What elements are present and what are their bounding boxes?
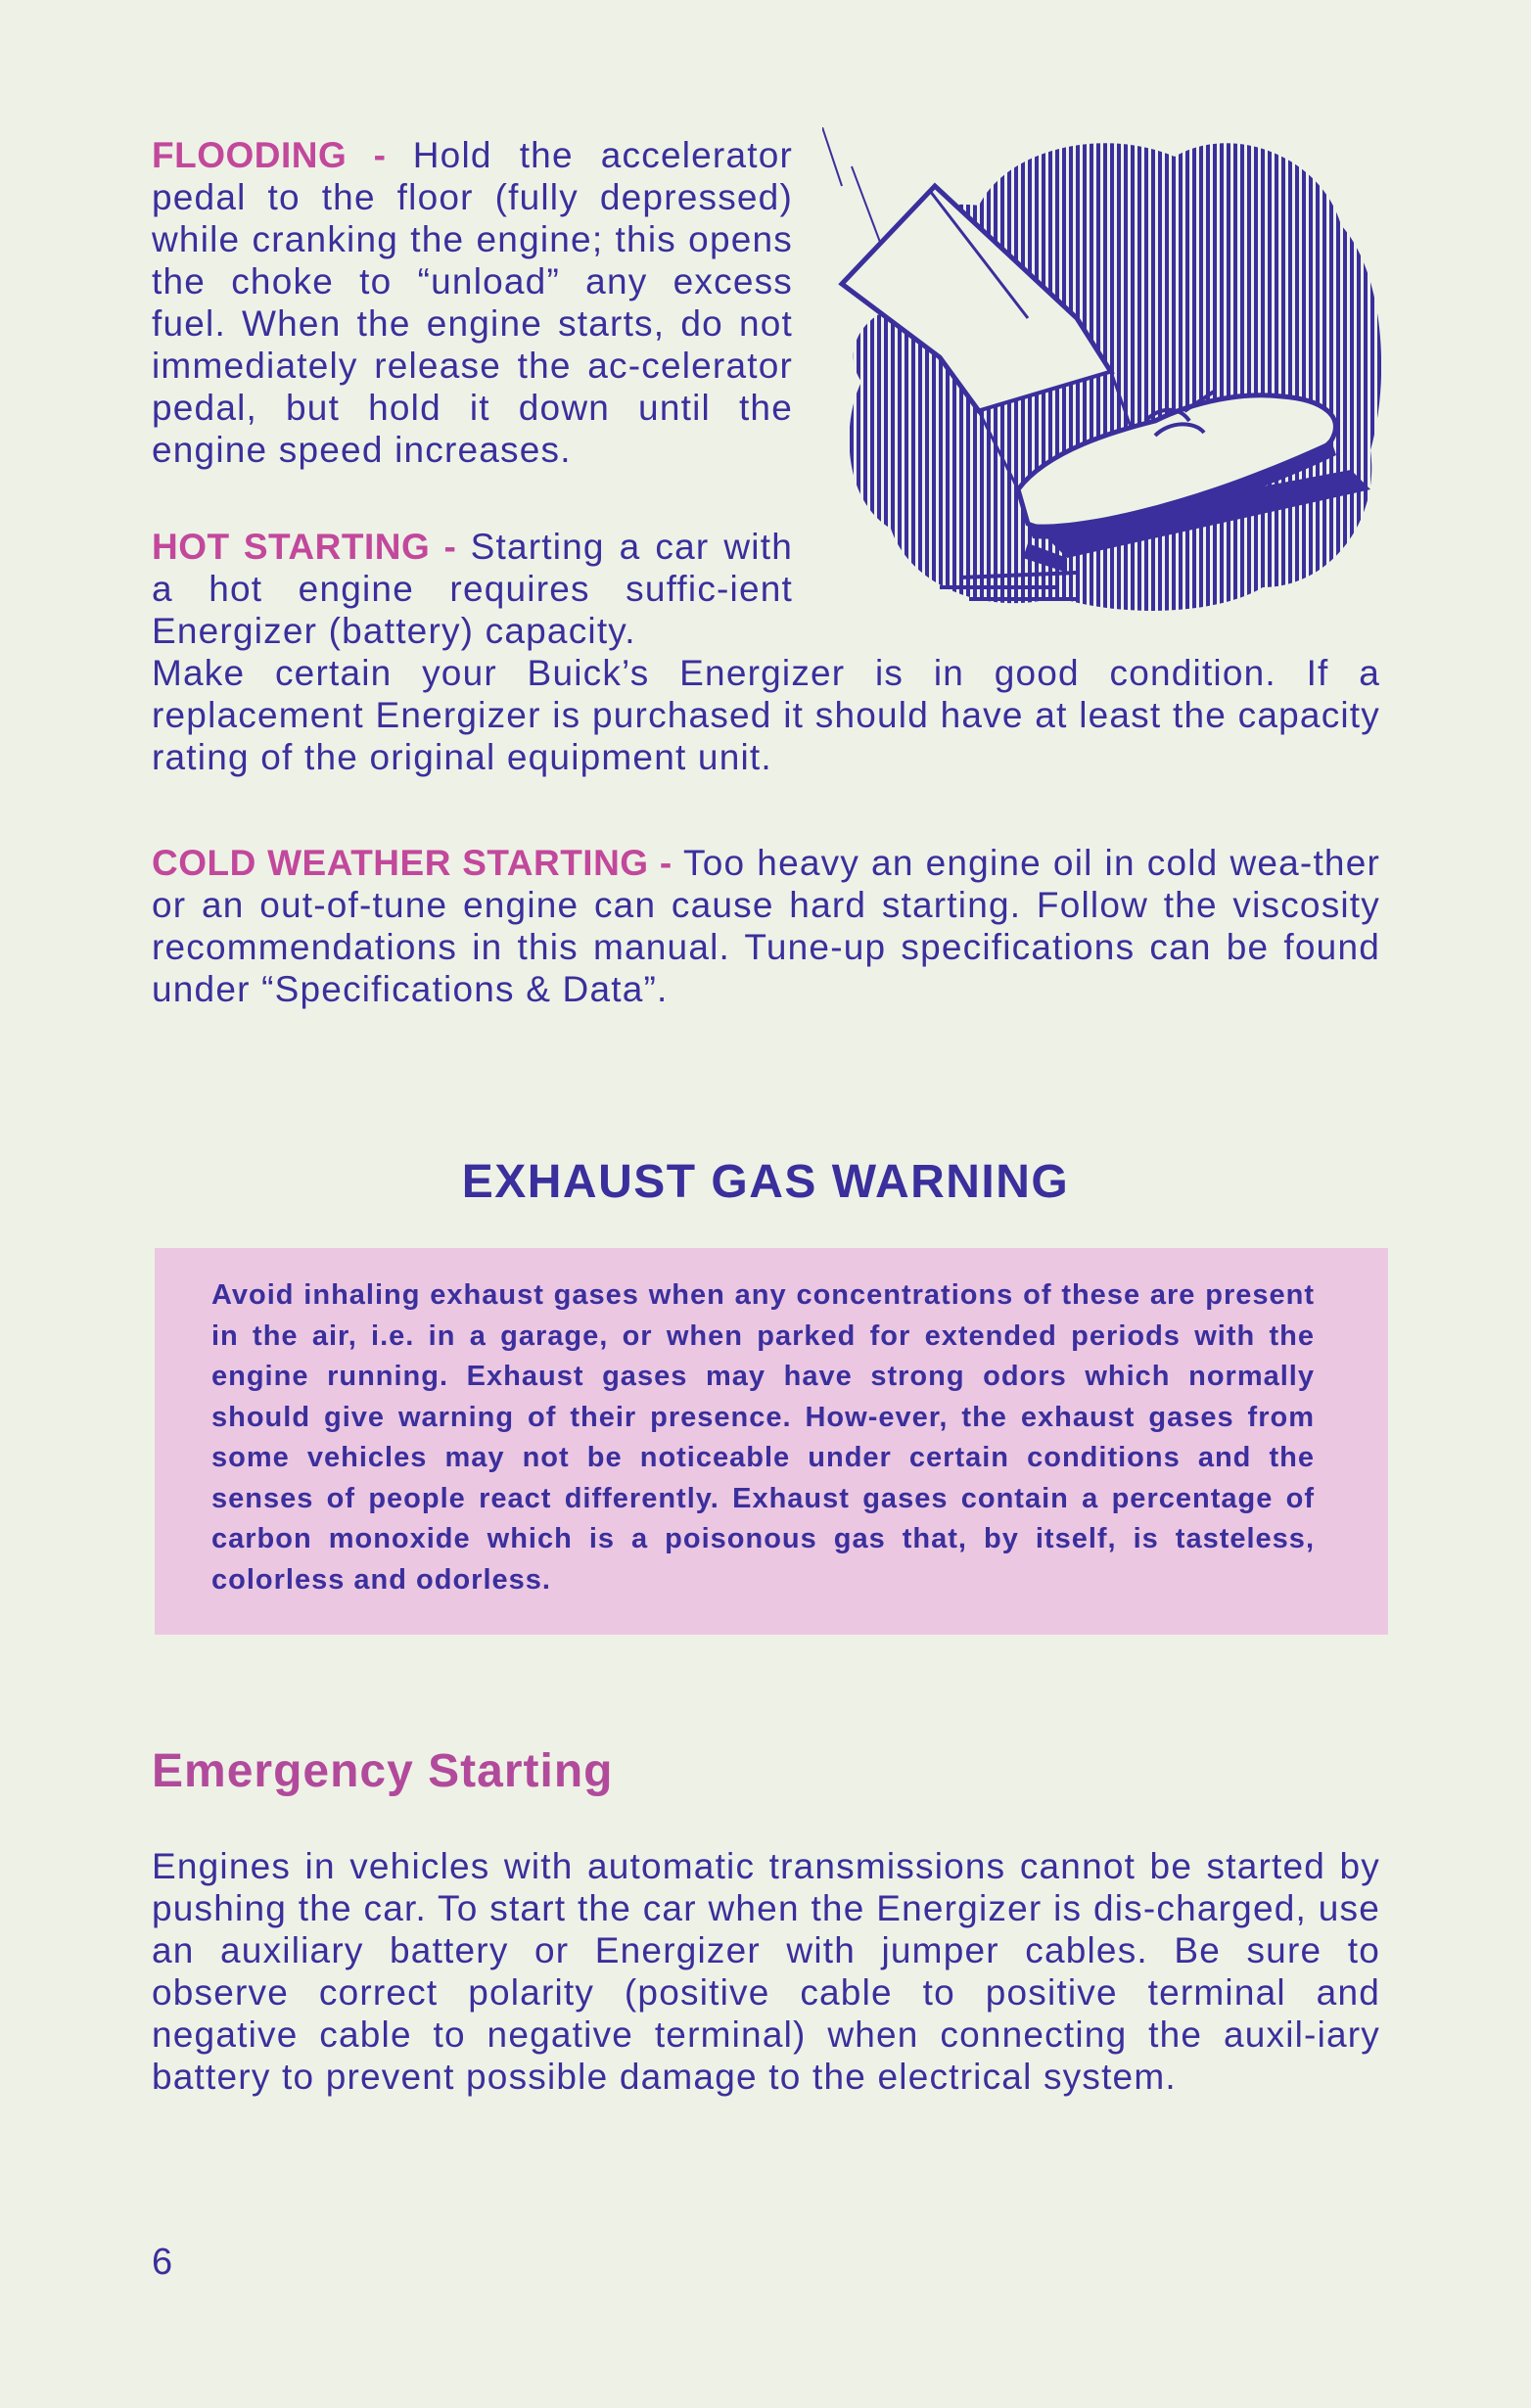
hot-starting-continuation [152, 652, 1380, 778]
cold-weather-text: Too heavy an engine oil in cold wea-ther or an out-of-tune engine can cause hard starting. Follow the viscosity recommendations in this manual. Tune-up specifications can be found under “Specifications & Data”. [152, 843, 1381, 1009]
flooding-separator: - [347, 135, 413, 175]
cold-weather-separator: - [648, 843, 684, 883]
cold-weather-keyword: COLD WEATHER STARTING [152, 843, 649, 883]
cold-weather-paragraph [152, 842, 1380, 1010]
hot-starting-paragraph [152, 526, 793, 652]
flooding-keyword: FLOODING [152, 135, 348, 175]
hot-starting-text-wide: Make certain your Buick’s Energizer is in good condition. If a replacement Energizer is purchased it should have at least the capacity rating of the original equipment unit. [152, 653, 1380, 777]
hot-starting-text-narrow: Starting a car with a hot engine requires suffic-ient Energizer (battery) capacity. [152, 527, 793, 651]
hot-starting-separator: - [430, 527, 471, 567]
emergency-starting-text: Engines in vehicles with automatic transmissions cannot be started by pushing the car. To start the car when the Energizer is dis-charged, use an auxiliary battery or Energizer with jumper cables. Be sure to observe correct polarity (positive cable to positive terminal and negative cable to negative terminal) when connecting the auxil-iary battery to prevent possible damage to the electrical system. [152, 1846, 1380, 2097]
exhaust-warning-body: Avoid inhaling exhaust gases when any concentrations of these are present in the air, i.e. in a garage, or when parked for extended periods with the engine running. Exhaust gases may have strong odors which normally should give warning of their presence. How-ever, the exhaust gases from some vehicles may not be noticeable under certain conditions and the senses of people react differently. Exhaust gases contain a percentage of carbon monoxide which is a poisonous gas that, by itself, is tasteless, colorless and odorless. [211, 1279, 1315, 1596]
exhaust-warning-title: EXHAUST GAS WARNING [461, 1156, 1070, 1208]
emergency-starting-heading: Emergency Starting [152, 1745, 614, 1797]
emergency-starting-paragraph [152, 1845, 1380, 2098]
hot-starting-keyword: HOT STARTING [152, 527, 431, 567]
exhaust-warning-box [155, 1248, 1388, 1635]
flooding-paragraph [152, 134, 793, 471]
page-number: 6 [152, 2242, 173, 2283]
foot-pedal-illustration [822, 127, 1390, 636]
flooding-text: Hold the accelerator pedal to the floor (fully depressed) while cranking the engine; this opens the choke to “unload” any excess fuel. When the engine starts, do not immediately release the ac-celerator pedal, but hold it down until the engine speed increases. [152, 135, 793, 470]
